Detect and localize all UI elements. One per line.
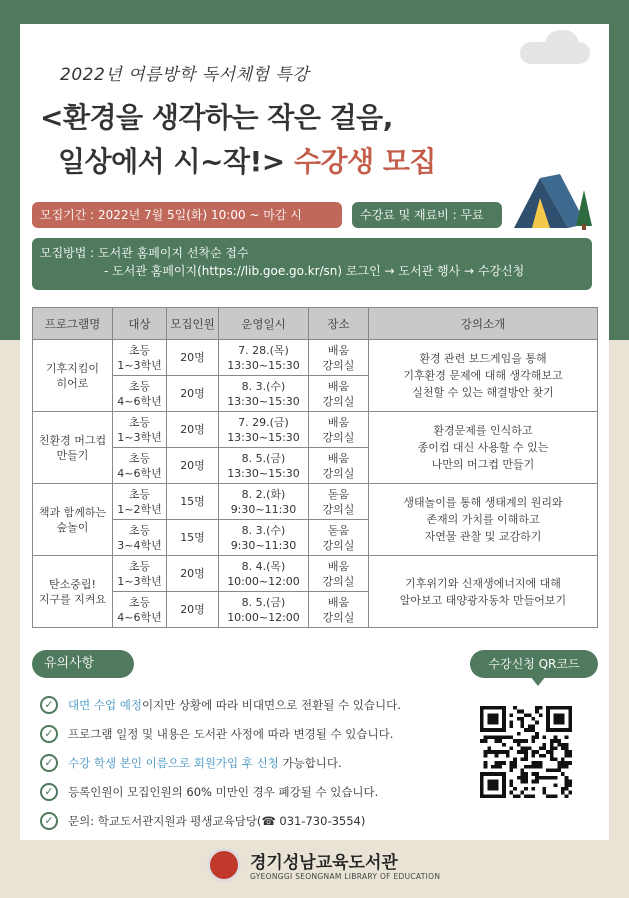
- place-cell: 돋움 강의실: [309, 520, 369, 556]
- notice-list: [40, 690, 460, 835]
- qr-label: 수강신청 QR코드: [470, 650, 598, 678]
- count-cell: 20명: [167, 448, 219, 484]
- qr-code-icon: [480, 706, 572, 798]
- header-target: 대상: [113, 308, 167, 340]
- subtitle: 2022년 여름방학 독서체험 특강: [60, 65, 310, 85]
- notice-rest: 가능합니다.: [278, 755, 342, 770]
- date-cell: 8. 2.(화) 9:30~11:30: [219, 484, 309, 520]
- place-cell: 배움 강의실: [309, 412, 369, 448]
- place-cell: 배움 강의실: [309, 592, 369, 628]
- apply-method: [32, 238, 592, 290]
- count-cell: 20명: [167, 340, 219, 376]
- library-name: 경기성남교육도서관: [250, 853, 398, 873]
- qr-code[interactable]: [480, 706, 572, 798]
- notice-rest: 이지만 상황에 따라 비대면으로 전환될 수 있습니다.: [141, 697, 401, 712]
- table-row: [33, 340, 598, 376]
- notice-text: 프로그램 일정 및 내용은 도서관 사정에 따라 변경될 수 있습니다.: [68, 726, 394, 741]
- title-line-2-text: 일상에서 시~작!>: [58, 145, 285, 178]
- notice-item: [40, 777, 460, 806]
- table-header-row: [33, 308, 598, 340]
- method-line-1: 모집방법 : 도서관 홈페이지 선착순 접수: [40, 246, 249, 260]
- program-name: 책과 함께하는 숲놀이: [33, 484, 113, 556]
- program-name: 탄소중립! 지구를 지켜요: [33, 556, 113, 628]
- target-cell: 초등 1~3학년: [113, 412, 167, 448]
- notice-text: 등록인원이 모집인원의 60% 미만인 경우 폐강될 수 있습니다.: [68, 784, 379, 799]
- table-body: [33, 340, 598, 628]
- recruit-period: 모집기간 : 2022년 7월 5일(화) 10:00 ~ 마감 시: [32, 202, 342, 228]
- program-table: [32, 307, 598, 628]
- header-date: 운영일시: [219, 308, 309, 340]
- notice-item: [40, 690, 460, 719]
- target-cell: 초등 1~2학년: [113, 484, 167, 520]
- title-line-1: <환경을 생각하는 작은 걸음,: [40, 101, 393, 134]
- target-cell: 초등 3~4학년: [113, 520, 167, 556]
- method-line-2: - 도서관 홈페이지(https://lib.goe.go.kr/sn) 로그인 → 도서관 행사 → 수강신청: [104, 264, 525, 278]
- check-circle-icon: ✓: [40, 754, 58, 772]
- target-cell: 초등 4~6학년: [113, 592, 167, 628]
- title-accent: 수강생 모집: [293, 145, 436, 178]
- notice-highlight: 대면 수업 예정: [68, 697, 142, 712]
- date-cell: 8. 3.(수) 9:30~11:30: [219, 520, 309, 556]
- notice-highlight: 수강 학생 본인 이름으로 회원가입 후 신청: [68, 755, 279, 770]
- date-cell: 7. 28.(목) 13:30~15:30: [219, 340, 309, 376]
- place-cell: 배움 강의실: [309, 376, 369, 412]
- contact-text: 문의: 학교도서관지원과 평생교육담당(☎ 031-730-3554): [68, 813, 366, 828]
- date-cell: 8. 3.(수) 13:30~15:30: [219, 376, 309, 412]
- table-row: [33, 484, 598, 520]
- count-cell: 20명: [167, 556, 219, 592]
- notice-text: [68, 697, 401, 713]
- count-cell: 20명: [167, 376, 219, 412]
- notice-item: [40, 806, 460, 835]
- qr-label-tail: [530, 676, 546, 686]
- place-cell: 배움 강의실: [309, 340, 369, 376]
- desc-cell: 생태놀이를 통해 생태계의 원리와 존재의 가치를 이해하고 자연물 관찰 및 교감하기: [369, 484, 598, 556]
- target-cell: 초등 4~6학년: [113, 448, 167, 484]
- check-circle-icon: ✓: [40, 812, 58, 830]
- library-logo-icon: [207, 848, 241, 882]
- desc-cell: 환경문제를 인식하고 종이컵 대신 사용할 수 있는 나만의 머그컵 만들기: [369, 412, 598, 484]
- desc-cell: 환경 관련 보드게임을 통해 기후환경 문제에 대해 생각해보고 실천할 수 있는 해결방안 찾기: [369, 340, 598, 412]
- count-cell: 20명: [167, 592, 219, 628]
- place-cell: 배움 강의실: [309, 556, 369, 592]
- library-name-en: GYEONGGI SEONGNAM LIBRARY OF EDUCATION: [250, 872, 441, 881]
- notice-text: [68, 755, 342, 771]
- cloud-decoration: [545, 30, 579, 60]
- count-cell: 20명: [167, 412, 219, 448]
- date-cell: 7. 29.(금) 13:30~15:30: [219, 412, 309, 448]
- check-circle-icon: ✓: [40, 696, 58, 714]
- place-cell: 돋움 강의실: [309, 484, 369, 520]
- notice-title: 유의사항: [32, 650, 134, 678]
- notice-item: [40, 748, 460, 777]
- desc-cell: 기후위기와 신재생에너지에 대해 알아보고 태양광자동차 만들어보기: [369, 556, 598, 628]
- header-desc: 강의소개: [369, 308, 598, 340]
- tent-illustration: [510, 168, 594, 232]
- program-name: 친환경 머그컵 만들기: [33, 412, 113, 484]
- notice-item: [40, 719, 460, 748]
- date-cell: 8. 4.(목) 10:00~12:00: [219, 556, 309, 592]
- check-circle-icon: ✓: [40, 725, 58, 743]
- date-cell: 8. 5.(금) 10:00~12:00: [219, 592, 309, 628]
- program-name: 기후지킴이 히어로: [33, 340, 113, 412]
- header-count: 모집인원: [167, 308, 219, 340]
- target-cell: 초등 4~6학년: [113, 376, 167, 412]
- count-cell: 15명: [167, 520, 219, 556]
- count-cell: 15명: [167, 484, 219, 520]
- header-place: 장소: [309, 308, 369, 340]
- check-circle-icon: ✓: [40, 783, 58, 801]
- table-row: [33, 412, 598, 448]
- target-cell: 초등 1~3학년: [113, 340, 167, 376]
- place-cell: 배움 강의실: [309, 448, 369, 484]
- fee-info: 수강료 및 재료비 : 무료: [352, 202, 502, 228]
- date-cell: 8. 5.(금) 13:30~15:30: [219, 448, 309, 484]
- header-program: 프로그램명: [33, 308, 113, 340]
- title-line-2: [58, 140, 436, 180]
- target-cell: 초등 1~3학년: [113, 556, 167, 592]
- table-row: [33, 556, 598, 592]
